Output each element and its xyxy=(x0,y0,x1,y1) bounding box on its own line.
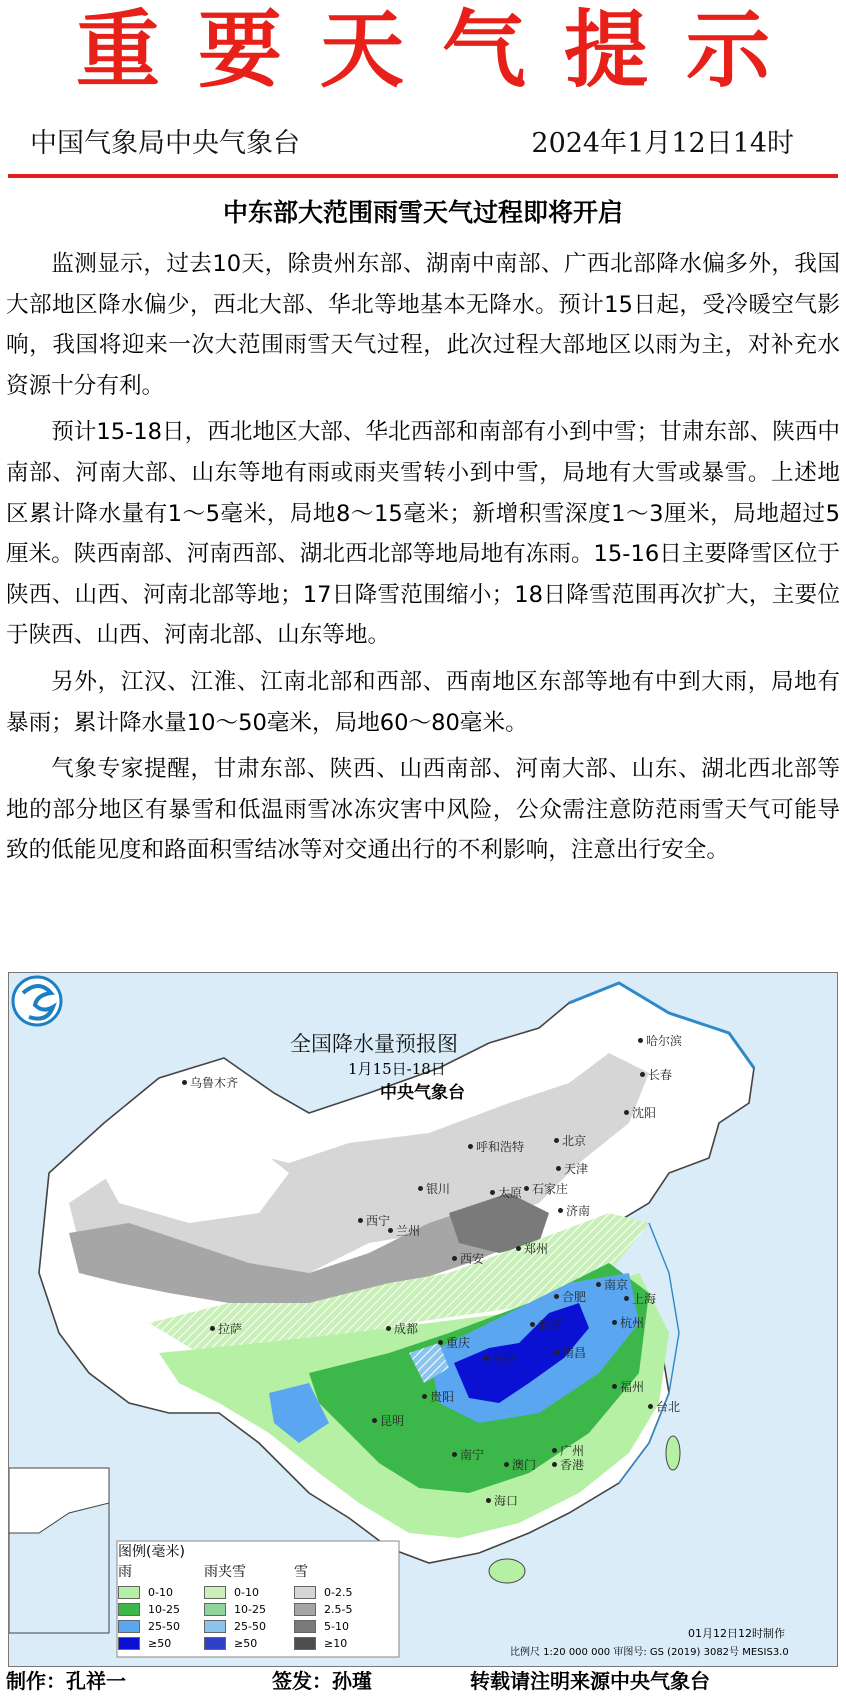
city-label: 郑州 xyxy=(524,1242,549,1256)
city-label: 成都 xyxy=(394,1322,419,1336)
banner-title: 重要天气提示 xyxy=(75,0,808,99)
city-marker xyxy=(624,1110,629,1115)
city-label: 上海 xyxy=(632,1292,657,1306)
map-made-time: 01月12日12时制作 xyxy=(688,1627,785,1640)
paragraph-snow-forecast: 预计15-18日，西北地区大部、华北西部和南部有小到中雪；甘肃东部、陕西中南部、河南大部、山东等地有雨或雨夹雪转小到中雪，局地有大雪或暴雪。上述地区累计降水量有1～5毫米，局地8～15毫米；新增积雪深度1～3厘米，局地超过5厘米。陕西南部、河南西部、湖北西北部等地局地有冻雨。15-16日主要降雪区位于陕西、山西、河南北部等地；17日降雪范围缩小；18日降雪范围再次扩大，主要位于陕西、山西、河南北部、山东等地。 xyxy=(6,419,840,649)
city-marker xyxy=(556,1166,561,1171)
city-marker xyxy=(554,1294,559,1299)
city-label: 西安 xyxy=(460,1252,485,1266)
city-marker xyxy=(516,1246,521,1251)
city-label: 呼和浩特 xyxy=(476,1140,525,1154)
legend-label: 2.5-5 xyxy=(324,1603,353,1616)
city-label: 贵阳 xyxy=(430,1390,455,1404)
city-label: 南京 xyxy=(604,1278,629,1292)
city-label: 沈阳 xyxy=(632,1106,657,1120)
paragraph-monitoring: 监测显示，过去10天，除贵州东部、湖南中南部、广西北部降水偏多外，我国大部地区降水偏少，西北大部、华北等地基本无降水。预计15日起，受冷暖空气影响，我国将迎来一次大范围雨雪天气过程，此次过程大部地区以雨为主，对补充水资源十分有利。 xyxy=(6,251,840,399)
city-label: 广州 xyxy=(560,1444,585,1458)
legend-swatch xyxy=(204,1603,226,1616)
city-label: 福州 xyxy=(620,1380,645,1394)
city-label: 昆明 xyxy=(380,1414,405,1428)
legend-swatch xyxy=(118,1637,140,1650)
map-title: 全国降水量预报图 xyxy=(290,1032,458,1056)
city-label: 澳门 xyxy=(512,1458,537,1472)
legend-swatch xyxy=(204,1637,226,1650)
city-marker xyxy=(182,1080,187,1085)
city-label: 拉萨 xyxy=(218,1322,243,1336)
city-label: 长春 xyxy=(648,1068,673,1082)
city-label: 杭州 xyxy=(620,1316,645,1330)
paragraph-expert-advice: 气象专家提醒，甘肃东部、陕西、山西南部、河南大部、山东、湖北西北部等地的部分地区有暴雪和低温雨雪冰冻灾害中风险，公众需注意防范雨雪天气可能导致的低能见度和路面积雪结冰等对交通出行的不利影响，注意出行安全。 xyxy=(6,756,840,864)
paragraph-rain-forecast: 另外，江汉、江淮、江南北部和西部、西南地区东部等地有中到大雨，局地有暴雨；累计降水量10～50毫米，局地60～80毫米。 xyxy=(6,668,840,736)
legend-label: 10-25 xyxy=(234,1603,266,1616)
city-label: 香港 xyxy=(560,1458,585,1472)
city-label: 长沙 xyxy=(492,1352,517,1366)
city-marker xyxy=(648,1404,653,1409)
city-marker xyxy=(418,1186,423,1191)
city-label: 银川 xyxy=(426,1182,451,1196)
city-marker xyxy=(372,1418,377,1423)
city-marker xyxy=(638,1038,643,1043)
legend-swatch xyxy=(294,1586,316,1599)
legend-swatch xyxy=(294,1620,316,1633)
legend-label: 25-50 xyxy=(234,1620,266,1633)
legend-swatch xyxy=(204,1620,226,1633)
city-label: 哈尔滨 xyxy=(646,1034,683,1048)
city-marker xyxy=(596,1282,601,1287)
city-marker xyxy=(524,1186,529,1191)
city-marker xyxy=(358,1218,363,1223)
city-label: 重庆 xyxy=(446,1336,471,1350)
map-org: 中央气象台 xyxy=(380,1083,465,1103)
footer-signer: 签发：孙瑾 xyxy=(272,1669,372,1693)
city-label: 西宁 xyxy=(366,1214,391,1228)
city-marker xyxy=(530,1322,535,1327)
issue-time: 2024年1月12日14时 xyxy=(531,128,794,159)
city-marker xyxy=(554,1138,559,1143)
legend-label: 0-10 xyxy=(234,1586,259,1599)
city-label: 乌鲁木齐 xyxy=(190,1076,239,1090)
legend-label: ≥50 xyxy=(234,1637,258,1650)
legend-label: 0-10 xyxy=(148,1586,173,1599)
map-legend xyxy=(118,1543,378,1653)
legend-swatch xyxy=(204,1586,226,1599)
city-marker xyxy=(452,1452,457,1457)
hainan-island xyxy=(489,1559,525,1583)
legend-label: 25-50 xyxy=(148,1620,180,1633)
footer-note: 转载请注明来源中央气象台 xyxy=(470,1669,710,1693)
map-scale-note: 比例尺 1:20 000 000 审图号: GS (2019) 3082号 MESIS3.0 xyxy=(510,1647,789,1658)
footer-maker: 制作：孔祥一 xyxy=(6,1669,126,1693)
city-label: 北京 xyxy=(562,1134,587,1148)
city-label: 济南 xyxy=(566,1204,591,1218)
article-body xyxy=(6,244,840,877)
city-marker xyxy=(468,1144,473,1149)
legend-swatch xyxy=(118,1603,140,1616)
legend-swatch xyxy=(294,1637,316,1650)
city-marker xyxy=(484,1356,489,1361)
map-date-range: 1月15日-18日 xyxy=(348,1060,446,1078)
legend-swatch xyxy=(118,1586,140,1599)
city-label: 南昌 xyxy=(562,1346,587,1360)
city-marker xyxy=(504,1462,509,1467)
city-marker xyxy=(490,1190,495,1195)
city-label: 天津 xyxy=(564,1162,589,1176)
taiwan-island xyxy=(666,1436,680,1470)
legend-label: ≥50 xyxy=(148,1637,172,1650)
city-label: 南宁 xyxy=(460,1448,485,1462)
city-label: 兰州 xyxy=(396,1224,421,1238)
city-label: 太原 xyxy=(498,1186,523,1200)
legend-group-sleet: 雨夹雪 xyxy=(204,1564,246,1580)
city-marker xyxy=(386,1326,391,1331)
city-label: 台北 xyxy=(656,1400,681,1414)
legend-title: 图例(毫米) xyxy=(118,1544,185,1560)
city-label: 武汉 xyxy=(538,1318,563,1332)
headline: 中东部大范围雨雪天气过程即将开启 xyxy=(222,198,623,227)
city-marker xyxy=(640,1072,645,1077)
legend-label: ≥10 xyxy=(324,1637,348,1650)
legend-label: 10-25 xyxy=(148,1603,180,1616)
legend-swatch xyxy=(294,1603,316,1616)
city-marker xyxy=(210,1326,215,1331)
city-marker xyxy=(438,1340,443,1345)
city-label: 合肥 xyxy=(562,1290,587,1304)
legend-group-snow: 雪 xyxy=(294,1564,308,1580)
city-marker xyxy=(612,1384,617,1389)
city-marker xyxy=(486,1498,491,1503)
city-marker xyxy=(612,1320,617,1325)
city-marker xyxy=(624,1296,629,1301)
city-marker xyxy=(552,1448,557,1453)
city-marker xyxy=(388,1228,393,1233)
legend-label: 5-10 xyxy=(324,1620,349,1633)
city-marker xyxy=(422,1394,427,1399)
legend-label: 0-2.5 xyxy=(324,1586,353,1599)
legend-group-rain: 雨 xyxy=(118,1564,132,1580)
city-label: 海口 xyxy=(494,1494,519,1508)
city-marker xyxy=(452,1256,457,1261)
legend-swatch xyxy=(118,1620,140,1633)
city-label: 石家庄 xyxy=(532,1182,569,1196)
city-marker xyxy=(558,1208,563,1213)
header-divider xyxy=(8,174,838,178)
city-marker xyxy=(552,1462,557,1467)
city-marker xyxy=(554,1350,559,1355)
issuer-org: 中国气象局中央气象台 xyxy=(30,128,300,159)
